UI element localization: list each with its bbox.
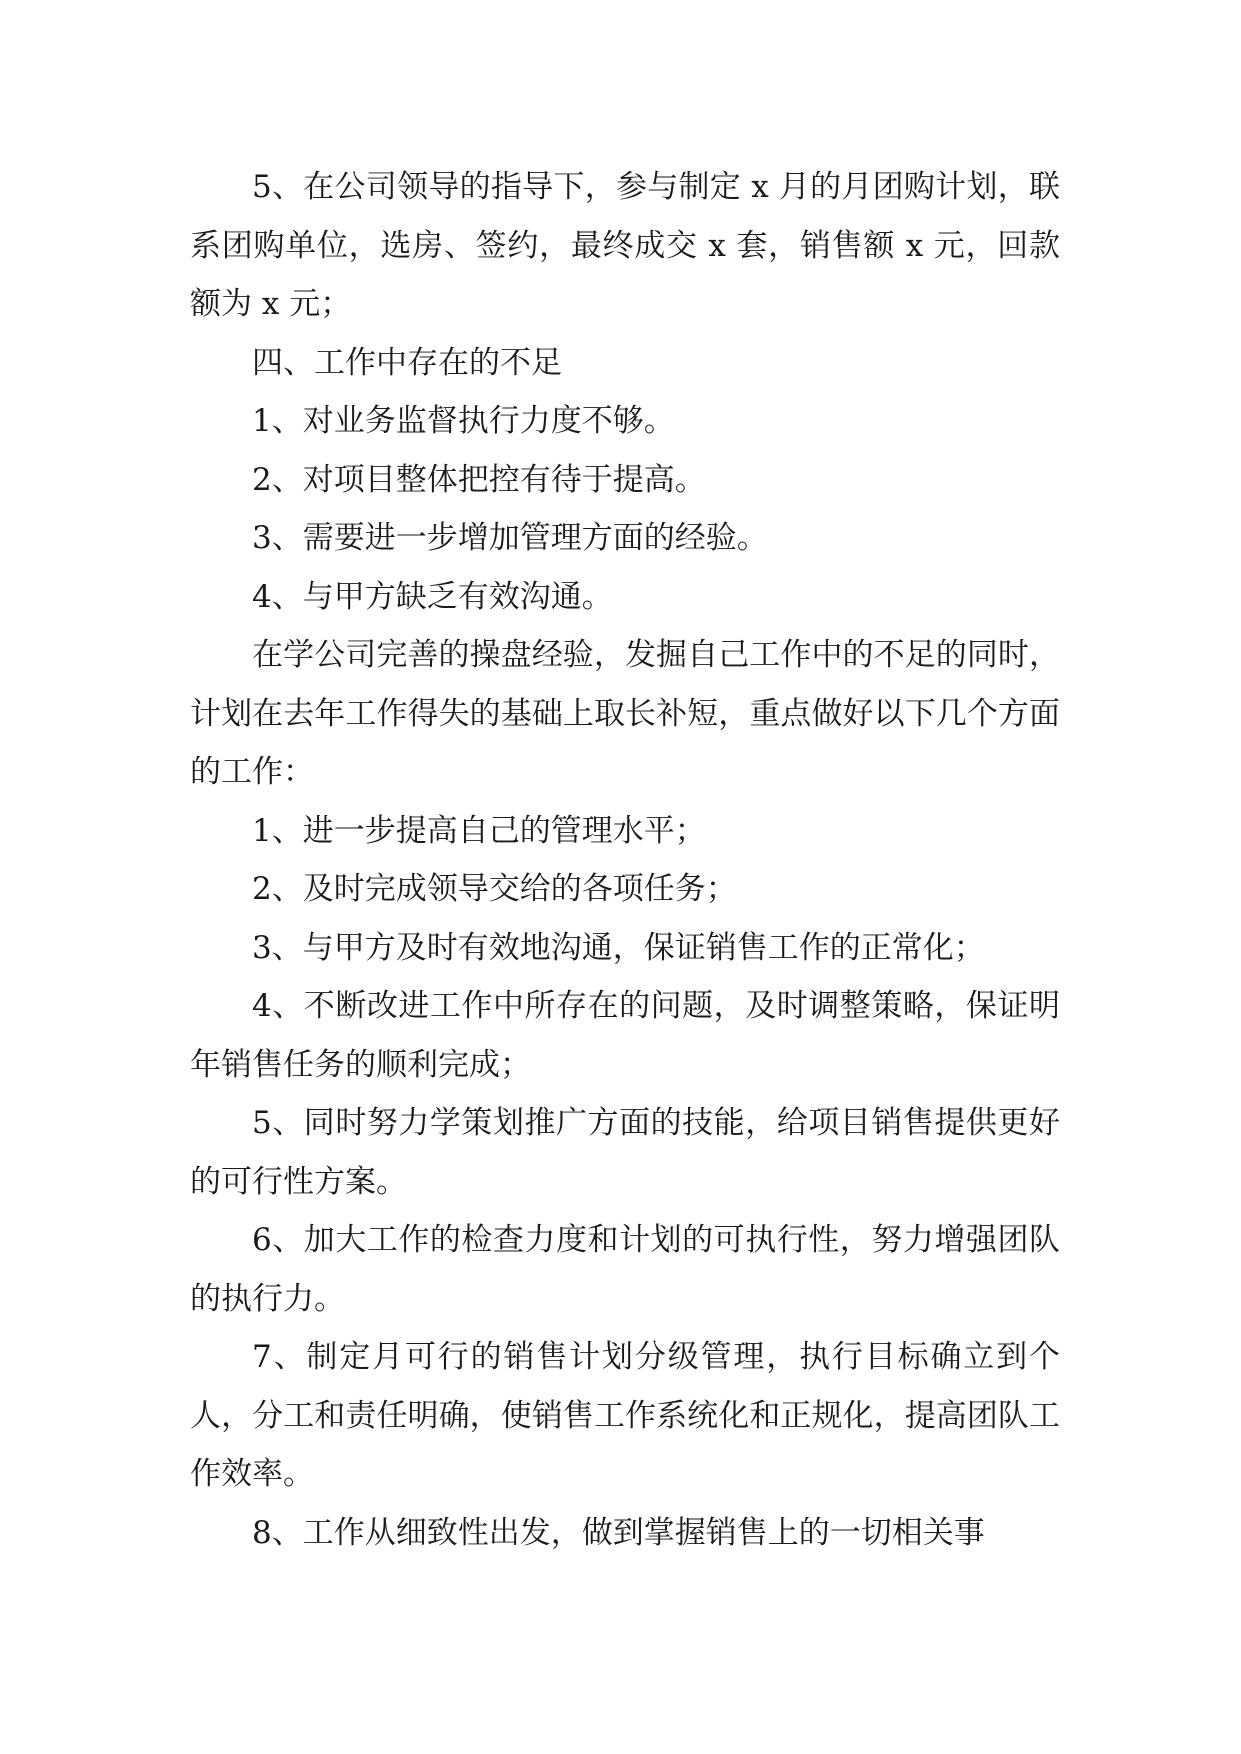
paragraph-shortcoming-3: 3、需要进一步增加管理方面的经验。 xyxy=(252,520,768,556)
paragraph-plan-2: 2、及时完成领导交给的各项任务； xyxy=(252,871,737,907)
paragraph-plan-8: 8、工作从细致性出发，做到掌握销售上的一切相关事 xyxy=(252,1514,985,1551)
document-body xyxy=(190,158,1060,1562)
paragraph-plan-4: 4、不断改进工作中所存在的问题，及时调整策略，保证明年销售任务的顺利完成； xyxy=(190,988,1060,1083)
paragraph-plan-7: 7、制定月可行的销售计划分级管理，执行目标确立到个人，分工和责任明确，使销售工作系统化和正规化，提高团队工作效率。 xyxy=(190,1339,1060,1492)
paragraph-plan-6: 6、加大工作的检查力度和计划的可执行性，努力增强团队的执行力。 xyxy=(190,1222,1060,1317)
paragraph-shortcoming-2: 2、对项目整体把控有待于提高。 xyxy=(252,461,706,498)
paragraph-shortcoming-4: 4、与甲方缺乏有效沟通。 xyxy=(252,578,613,615)
paragraph-plan-1: 1、进一步提高自己的管理水平； xyxy=(252,812,706,849)
paragraph-plan-5: 5、同时努力学策划推广方面的技能，给项目销售提供更好的可行性方案。 xyxy=(190,1105,1060,1200)
paragraph-plan-3: 3、与甲方及时有效地沟通，保证销售工作的正常化； xyxy=(252,929,985,966)
paragraph-group-purchase: 5、在公司领导的指导下，参与制定 x 月的月团购计划，联系团购单位，选房、签约，最终成交 x 套，销售额 x 元，回款额为 x 元； xyxy=(190,169,1060,322)
section-heading-shortcomings: 四、工作中存在的不足 xyxy=(252,344,562,381)
paragraph-plan-intro: 在学公司完善的操盘经验，发掘自己工作中的不足的同时，计划在去年工作得失的基础上取长补短，重点做好以下几个方面的工作： xyxy=(190,637,1060,790)
paragraph-shortcoming-1: 1、对业务监督执行力度不够。 xyxy=(252,403,675,439)
